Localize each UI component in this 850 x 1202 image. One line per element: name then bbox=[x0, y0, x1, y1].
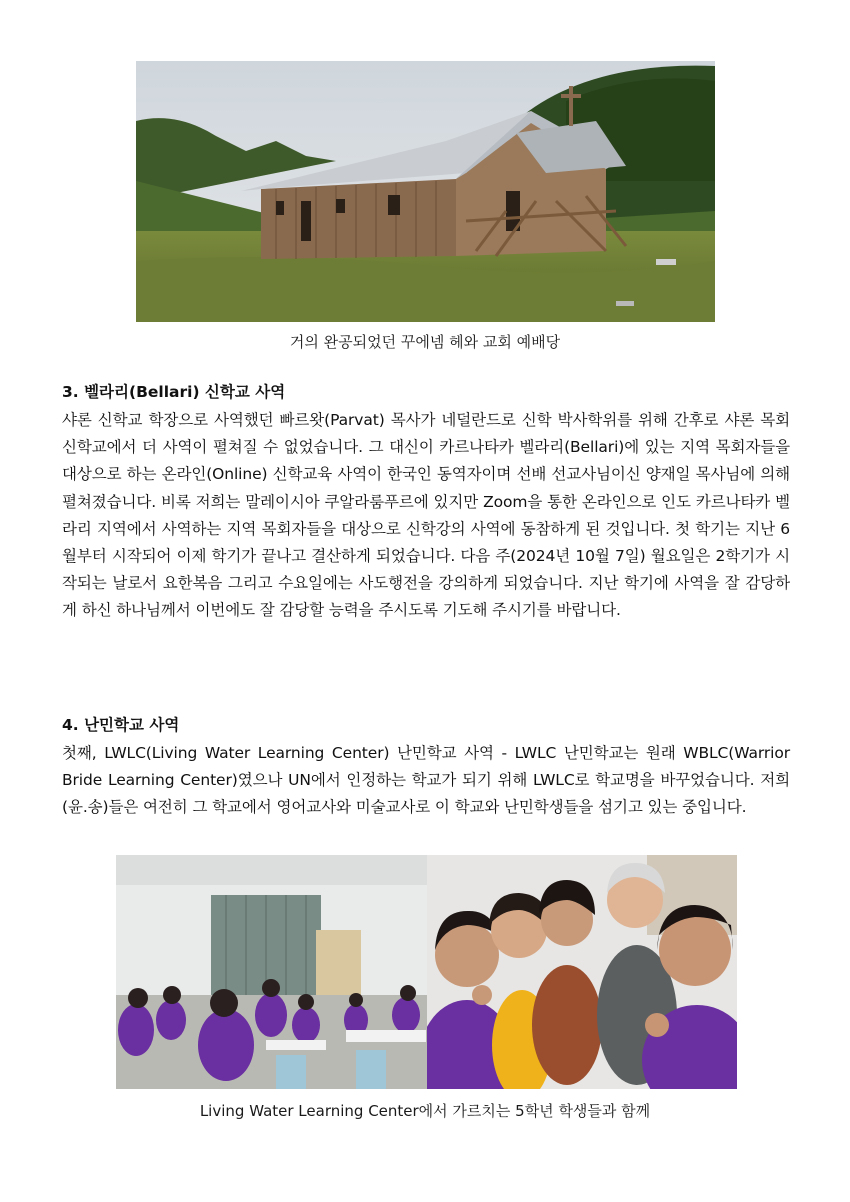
church-photo bbox=[136, 61, 715, 322]
church-photo-caption: 거의 완공되었던 꾸에넴 헤와 교회 예배당 bbox=[289, 333, 561, 351]
classroom-photo-caption: Living Water Learning Center에서 가르치는 5학년 학생들과 함께 bbox=[199, 1102, 651, 1120]
classroom-photo bbox=[116, 855, 427, 1089]
church-photo-image bbox=[136, 61, 715, 322]
section-body: 샤론 신학교 학장으로 사역했던 빠르왓(Parvat) 목사가 네덜란드로 신학 박사학위를 위해 간후로 샤론 목회신학교에서 더 사역이 펼쳐질 수 없었습니다. 그 대신이 카르나타카 벨라리(Bellari)에 있는 지역 목회자들을 대상으로 하는 온라인(Online) 신학교육 사역이 한국인 동역자이며 선배 선교사님이신 양재일 목사님에 의해 펼쳐졌습니다. 비록 저희는 말레이시아 쿠알라룸푸르에 있지만 Zoom을 통한 온라인으로 인도 카르나타카 벨라리 지역에서 사역하는 지역 목회자들을 대상으로 신학강의 사역에 동참하게 된 것입니다. 첫 학기는 지난 6월부터 시작되어 이제 학기가 끝나고 결산하게 되었습니다. 다음 주(2024년 10월 7일) 월요일은 2학기가 시작되는 날로서 요한복음 그리고 수요일에는 사도행전을 강의하게 되었습니다. 지난 학기에 사역을 잘 감당하게 하신 하나님께서 이번에도 잘 감당할 능력을 주시도록 기도해 주시기를 바랍니다. bbox=[62, 411, 790, 620]
selfie-photo-image bbox=[427, 855, 737, 1089]
selfie-photo bbox=[427, 855, 737, 1089]
section-refugee-school bbox=[62, 714, 790, 822]
section-heading: 3. 벨라리(Bellari) 신학교 사역 bbox=[62, 383, 286, 401]
section-bellari bbox=[62, 381, 790, 625]
section-heading: 4. 난민학교 사역 bbox=[62, 716, 180, 734]
classroom-photo-image bbox=[116, 855, 427, 1089]
section-body: 첫째, LWLC(Living Water Learning Center) 난민학교 사역 - LWLC 난민학교는 원래 WBLC(Warrior Bride Learning Center)였으나 UN에서 인정하는 학교가 되기 위해 LWLC로 학교명을 바꾸었습니다. 저희(윤.송)들은 여전히 그 학교에서 영어교사와 미술교사로 이 학교와 난민학생들을 섬기고 있는 중입니다. bbox=[62, 744, 790, 817]
